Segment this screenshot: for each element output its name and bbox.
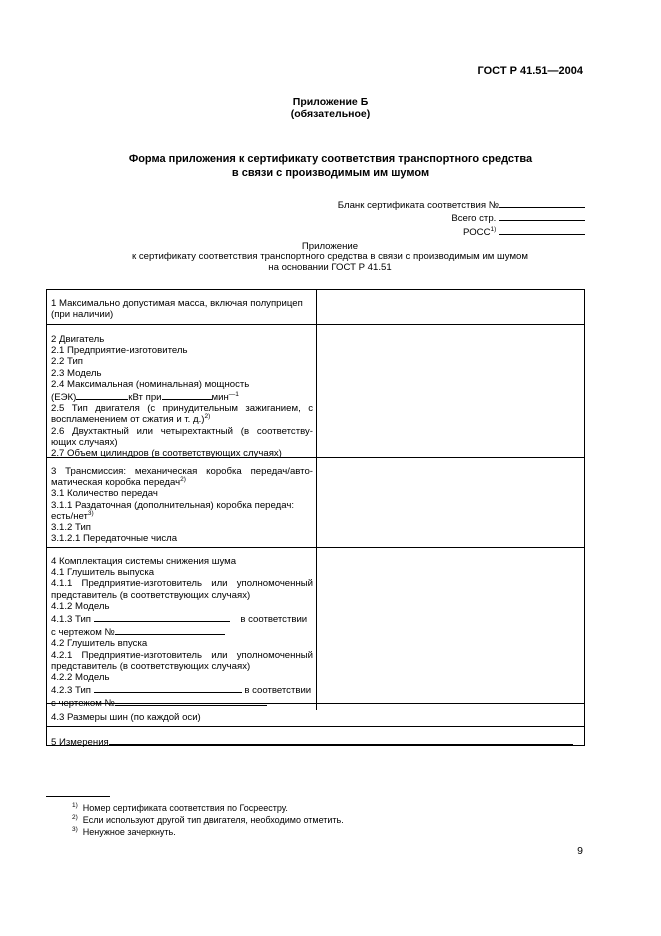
section-1-line: (при наличии): [51, 309, 114, 321]
footnote-mark: 2): [204, 413, 211, 421]
section-4-line: 4.1 Глушитель выпуска: [51, 567, 155, 579]
section-3-line: 3 Трансмиссия: механическая коробка передач/авто-: [51, 466, 313, 477]
footnote-text: Ненужное зачеркнуть.: [82, 827, 176, 837]
footnote-1: [72, 802, 344, 814]
drawing-number-field: [115, 696, 267, 706]
document-code: ГОСТ Р 41.51—2004: [477, 65, 583, 77]
measurements-label: 5 Измерения: [51, 737, 109, 748]
footnote-3: [72, 826, 344, 838]
section-3-line: 3.1.1 Раздаточная (дополнительная) коробка передач:: [51, 499, 295, 511]
row-divider: [47, 726, 584, 727]
section-4-noise-system: [47, 552, 317, 710]
row-divider: [47, 324, 584, 325]
tyre-sizes-label: 4.3 Размеры шин (по каждой оси): [51, 712, 201, 723]
section-3-line: матическая коробка передач: [51, 477, 181, 489]
section-3-line: 3.1.2.1 Передаточные числа: [51, 533, 178, 545]
section-3-line: 3.1 Количество передач: [51, 488, 158, 500]
engine-power-line: [51, 390, 313, 403]
section-1-max-mass: [47, 294, 317, 320]
section-2-title: 2 Двигатель: [51, 334, 105, 345]
rpm-label: мин: [211, 392, 229, 404]
section-2-line: ющих случаях): [51, 436, 118, 448]
section-2-engine: [47, 330, 317, 459]
section-3-line: есть/нет: [51, 510, 88, 522]
rpm-field: [162, 390, 212, 400]
appendix-title: Приложение: [301, 241, 359, 252]
drawing-number-field: [115, 625, 225, 635]
section-4-line: 4 Комплектация системы снижения шума: [51, 556, 237, 567]
total-pages-line: [499, 211, 585, 221]
section-2-line: 2.6 Двухтактный или четырехтактный (в соответству-: [51, 425, 313, 437]
ross-row: [338, 225, 585, 238]
footnote-text: Номер сертификата соответствия по Госреестру.: [82, 803, 288, 813]
section-tyre-sizes: [47, 708, 317, 723]
section-2-line: воспламенением от сжатия и т. д.): [51, 414, 205, 426]
rpm-exponent: —1: [228, 391, 239, 399]
intake-type-field: [94, 683, 242, 693]
appendix-line-1: к сертификату соответствия транспортного средства в связи с производимым им шумом: [132, 251, 528, 263]
section-4-line: 4.1.2 Модель: [51, 600, 110, 612]
measurements-field: [109, 735, 573, 745]
annex-title: Приложение Б: [292, 96, 369, 108]
drawing-label: с чертежом №: [51, 627, 115, 639]
footnote-mark: 3): [87, 509, 94, 517]
section-5-measurements: [47, 731, 584, 748]
footnote-mark: 1): [72, 802, 78, 809]
section-4-line: представитель (в соответствующих случаях): [51, 589, 251, 601]
section-2-line: 2.5 Тип двигателя (с принудительным зажиганием, с: [51, 403, 313, 415]
exhaust-type-field: [94, 612, 230, 622]
cert-number-label: Бланк сертификата соответствия №: [337, 200, 499, 211]
form-title: [0, 153, 661, 180]
total-pages-row: [338, 211, 585, 224]
exhaust-type-label: 4.1.3 Тип: [51, 614, 91, 626]
form-title-line-2: в связи с производимым им шумом: [231, 166, 430, 179]
form-title-line-1: Форма приложения к сертификату соответствия транспортного средства: [128, 153, 533, 165]
intake-type-line: [51, 683, 313, 696]
annex-heading: [0, 96, 661, 120]
exhaust-type-line: [51, 612, 313, 625]
kw-label: кВт при: [128, 392, 162, 404]
section-2-line: 2.3 Модель: [51, 367, 102, 379]
footnote-mark: 3): [72, 826, 78, 833]
footnote-2: [72, 814, 344, 826]
section-1-line: 1 Максимально допустимая масса, включая полуприцеп: [51, 298, 303, 309]
page-number: 9: [577, 845, 583, 857]
section-4-line: представитель (в соответствующих случаях): [51, 660, 251, 672]
section-4-line: 4.2.2 Модель: [51, 672, 110, 684]
section-4-line: 4.2 Глушитель впуска: [51, 638, 148, 650]
row-divider: [47, 547, 584, 548]
ross-line: [499, 225, 585, 235]
form-table: [46, 289, 585, 746]
eec-label: (ЕЭК): [51, 392, 77, 404]
cert-number-line: [499, 198, 585, 208]
section-2-line: 2.4 Максимальная (номинальная) мощность: [51, 378, 250, 390]
appendix-caption: [100, 242, 560, 273]
footnote-text: Если используют другой тип двигателя, необходимо отметить.: [82, 815, 344, 825]
section-4-line: 4.2.1 Предприятие-изготовитель или уполномоченный: [51, 649, 313, 661]
footnote-separator: [46, 796, 110, 797]
according-label: в соответствии: [244, 685, 312, 697]
section-4-line: 4.1.1 Предприятие-изготовитель или уполномоченный: [51, 578, 313, 590]
cert-number-row: [338, 198, 585, 211]
power-kw-field: [76, 390, 128, 400]
ross-label: РОСС: [463, 226, 491, 238]
annex-status: (обязательное): [290, 108, 371, 120]
section-3-line: 3.1.2 Тип: [51, 522, 91, 534]
total-pages-label: Всего стр.: [451, 213, 497, 225]
footnotes: [72, 802, 344, 838]
footnote-mark: 2): [72, 814, 78, 821]
section-3-transmission: [47, 462, 317, 544]
section-2-line: 2.1 Предприятие-изготовитель: [51, 345, 188, 357]
drawing-label: с чертежом №: [51, 698, 115, 710]
intake-type-label: 4.2.3 Тип: [51, 685, 91, 697]
section-2-line: 2.7 Объем цилиндров (в соответствующих случаях): [51, 448, 282, 460]
appendix-line-2: на основании ГОСТ Р 41.51: [268, 261, 392, 273]
section-2-line: 2.2 Тип: [51, 356, 83, 368]
according-label: в соответствии: [240, 614, 308, 626]
footnote-mark: 2): [180, 476, 186, 484]
certificate-blank-block: [338, 198, 585, 238]
ross-footnote-mark: 1): [490, 225, 497, 233]
